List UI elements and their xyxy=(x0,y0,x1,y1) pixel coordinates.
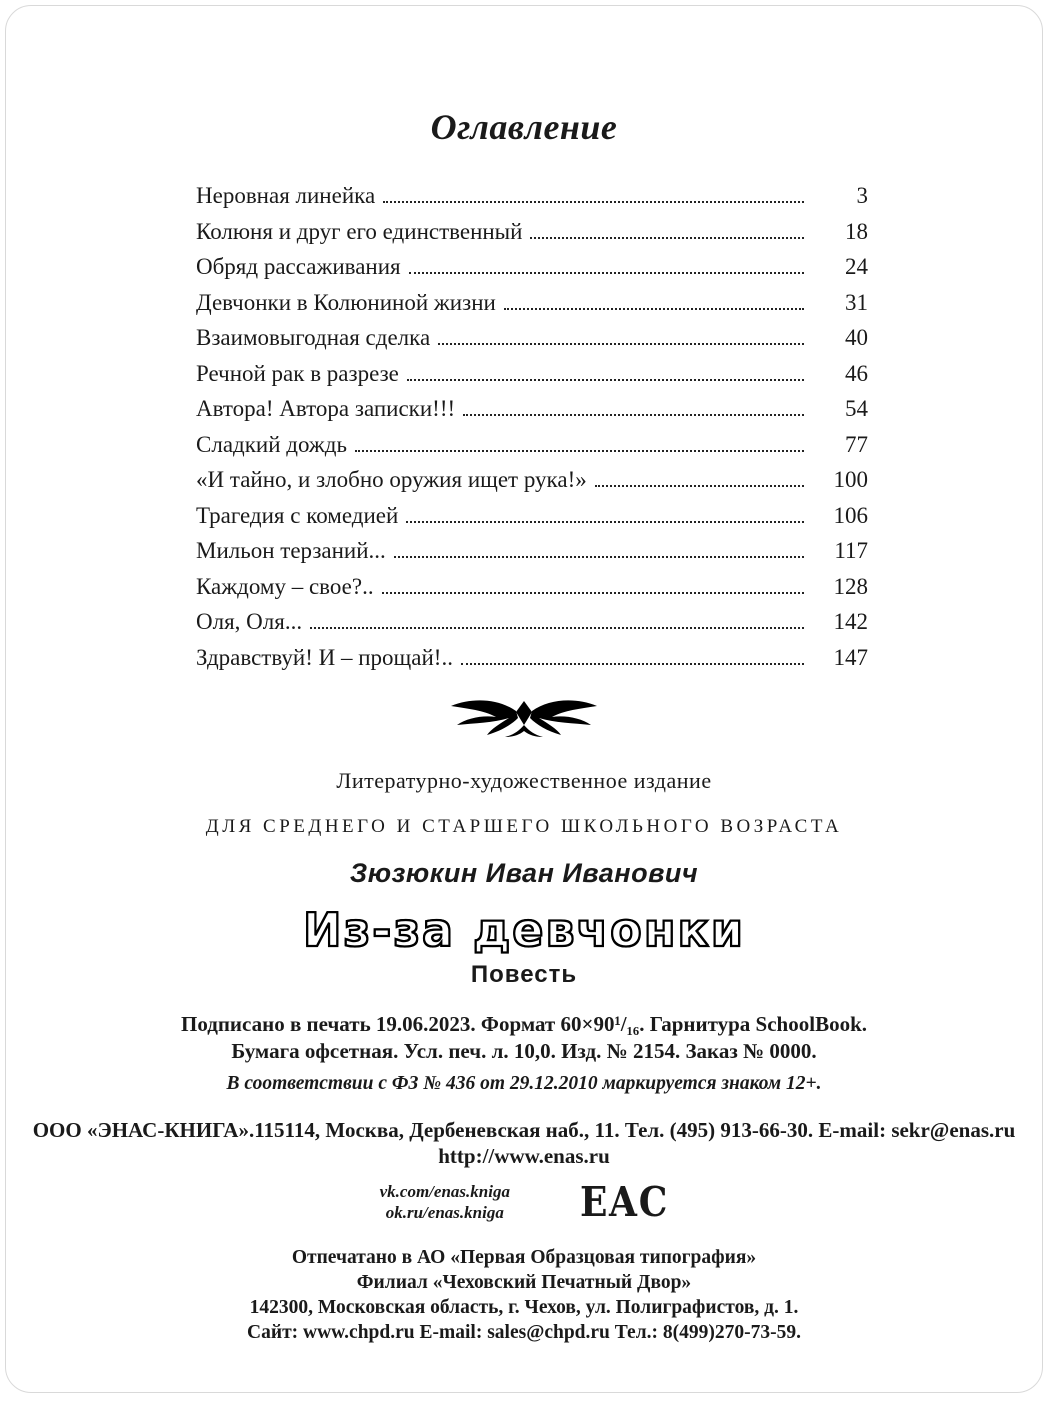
toc-page-number: 3 xyxy=(856,183,868,208)
toc-entry-title: Оля, Оля... xyxy=(196,609,303,634)
toc-entry-title: Колюня и друг его единственный xyxy=(196,218,523,244)
law-note: В соответствии с ФЗ № 436 от 29.12.2010 маркируется знаком 12+. xyxy=(226,1073,822,1094)
toc-entry-title: Здравствуй! И – прощай!.. xyxy=(196,644,453,670)
toc-row xyxy=(196,427,868,463)
book-page xyxy=(5,5,1043,1393)
social-links xyxy=(380,1181,510,1223)
toc-leader-dots xyxy=(355,450,804,452)
toc-page-number: 100 xyxy=(833,467,868,492)
toc-row xyxy=(196,462,868,498)
print-info-line-2: Бумага офсетная. Усл. печ. л. 10,0. Изд. № 2154. Заказ № 0000. xyxy=(231,1039,817,1063)
toc-page-number: 142 xyxy=(833,609,868,634)
toc-page-number: 31 xyxy=(845,289,868,315)
toc-entry-title: Каждому – свое?.. xyxy=(196,573,374,599)
toc-entry-title: Речной рак в разрезе xyxy=(196,360,399,386)
publisher-block xyxy=(6,1117,1042,1169)
toc-leader-dots xyxy=(409,272,804,274)
toc-row xyxy=(196,178,868,214)
toc-entry-title: Девчонки в Колюниной жизни xyxy=(196,289,496,315)
toc-list xyxy=(196,178,868,675)
printer-line-3: 142300, Московская область, г. Чехов, ул. Полиграфистов, д. 1. xyxy=(249,1297,799,1318)
printer-block xyxy=(6,1245,1042,1345)
toc-row xyxy=(196,249,868,285)
toc-page-number: 18 xyxy=(845,218,868,244)
toc-row xyxy=(196,391,868,427)
social-vk: vk.com/enas.kniga xyxy=(379,1182,510,1201)
toc-page-number: 54 xyxy=(845,396,868,421)
toc-leader-dots xyxy=(504,308,804,310)
toc-entry-title: Трагедия с комедией xyxy=(196,502,399,528)
toc-entry-title: Обряд рассаживания xyxy=(196,254,401,279)
toc-leader-dots xyxy=(406,521,804,523)
toc-entry-title: Взаимовыгодная сделка xyxy=(196,325,431,350)
toc-row xyxy=(196,285,868,321)
eac-conformity-mark: ЕАС xyxy=(579,1177,669,1227)
age-category-line: ДЛЯ СРЕДНЕГО И СТАРШЕГО ШКОЛЬНОГО ВОЗРАСТА xyxy=(205,816,843,837)
toc-row xyxy=(196,320,868,356)
toc-page-number: 128 xyxy=(833,573,868,599)
publisher-address: ООО «ЭНАС-КНИГА».115114, Москва, Дербеневская наб., 11. xyxy=(32,1118,620,1142)
toc-entry-title: Мильон терзаний... xyxy=(196,538,386,563)
print-info xyxy=(6,1011,1042,1065)
toc-page-number: 117 xyxy=(834,538,868,563)
toc-page-number: 46 xyxy=(845,360,868,386)
toc-leader-dots xyxy=(595,485,804,487)
toc-page-number: 40 xyxy=(845,325,868,350)
toc-leader-dots xyxy=(530,237,804,239)
toc-row xyxy=(196,569,868,605)
toc-entry-title: «И тайно, и злобно оружия ищет рука!» xyxy=(196,467,587,492)
social-eac-row xyxy=(6,1177,1042,1227)
printer-line-4: Сайт: www.chpd.ru E-mail: sales@chpd.ru Тел.: 8(499)270-73-59. xyxy=(247,1322,801,1343)
toc-row xyxy=(196,533,868,569)
toc-row xyxy=(196,604,868,640)
print-info-line-1: Подписано в печать 19.06.2023. Формат 60×90¹/₁₆. Гарнитура SchoolBook. xyxy=(180,1012,868,1036)
toc-page-number: 77 xyxy=(845,431,868,457)
author-name: Зюзюкин Иван Иванович xyxy=(349,858,699,888)
toc-leader-dots xyxy=(383,201,804,203)
toc-row xyxy=(196,356,868,392)
toc-leader-dots xyxy=(382,592,804,594)
toc-leader-dots xyxy=(394,556,804,558)
printer-line-1: Отпечатано в АО «Первая Образцовая типография» xyxy=(291,1247,757,1268)
printer-line-2: Филиал «Чеховский Печатный Двор» xyxy=(356,1272,692,1293)
toc-page-number: 24 xyxy=(845,254,868,279)
book-title: Из-за девчонки xyxy=(303,903,745,957)
toc-row xyxy=(196,640,868,676)
toc-leader-dots xyxy=(310,627,804,629)
toc-entry-title: Автора! Автора записки!!! xyxy=(196,396,456,421)
toc-leader-dots xyxy=(438,343,804,345)
publisher-contacts: Тел. (495) 913-66-30. E-mail: sekr@enas.ru http://www.enas.ru xyxy=(438,1118,1016,1168)
toc-row xyxy=(196,498,868,534)
toc-leader-dots xyxy=(463,414,804,416)
page-title: Оглавление xyxy=(430,107,618,147)
toc-page-number: 106 xyxy=(833,502,868,528)
book-subtitle: Повесть xyxy=(470,961,578,988)
toc-leader-dots xyxy=(461,663,804,665)
toc-page-number: 147 xyxy=(833,644,868,670)
toc-leader-dots xyxy=(407,379,804,381)
social-ok: ok.ru/enas.kniga xyxy=(385,1203,504,1222)
toc-entry-title: Неровная линейка xyxy=(196,183,376,208)
colophon xyxy=(6,768,1042,1345)
edition-type: Литературно-художественное издание xyxy=(336,768,712,793)
toc-row xyxy=(196,214,868,250)
toc-entry-title: Сладкий дождь xyxy=(196,431,347,457)
ornament-divider-icon xyxy=(6,697,1042,746)
